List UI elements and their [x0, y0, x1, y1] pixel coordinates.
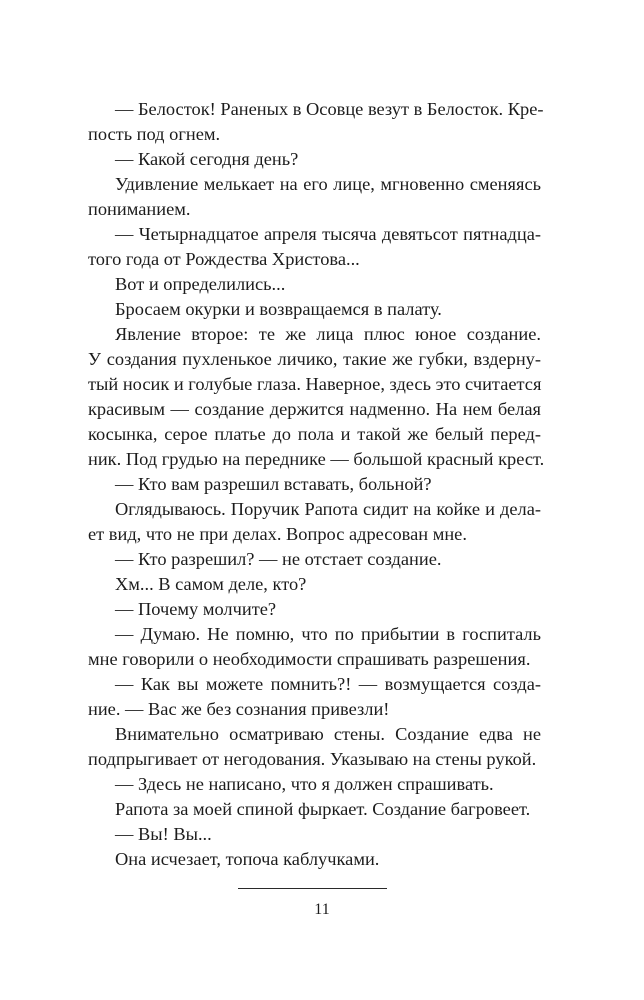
text-line: Оглядываюсь. Поручик Рапота сидит на койке и дела- — [115, 499, 541, 519]
page-number: 11 — [314, 901, 330, 918]
text-line: мне говорили о необходимости спрашивать разрешения. — [88, 649, 531, 669]
text-line: ет вид, что не при делах. Вопрос адресован мне. — [88, 524, 467, 544]
text-line: подпрыгивает от негодования. Указываю на стены рукой. — [88, 749, 537, 769]
text-line: — Вы! Вы... — [115, 824, 212, 844]
text-line: пониманием. — [88, 199, 191, 219]
text-line: красивым — создание держится надменно. На нем белая — [88, 399, 541, 419]
text-line: ник. Под грудью на переднике — большой красный крест. — [88, 449, 545, 469]
text-line: Рапота за моей спиной фыркает. Создание багровеет. — [115, 799, 531, 819]
text-line: Вот и определились... — [115, 274, 286, 294]
text-line: Явление второе: те же лица плюс юное создание. — [115, 324, 541, 344]
footer-rule — [238, 888, 387, 889]
text-line: Она исчезает, топоча каблучками. — [115, 849, 380, 869]
text-line: — Четырнадцатое апреля тысяча девятьсот пятнадца- — [115, 224, 541, 244]
text-line: — Почему молчите? — [115, 599, 277, 619]
text-line: — Кто разрешил? — не отстает создание. — [115, 549, 442, 569]
text-line: Хм... В самом деле, кто? — [115, 574, 307, 594]
text-line: — Здесь не написано, что я должен спрашивать. — [115, 774, 494, 794]
text-line: Удивление мелькает на его лице, мгновенно сменяясь — [115, 174, 541, 194]
text-line: — Какой сегодня день? — [115, 149, 299, 169]
text-line: — Кто вам разрешил вставать, больной? — [115, 474, 432, 494]
text-line: Бросаем окурки и возвращаемся в палату. — [115, 299, 442, 319]
text-line: тый носик и голубые глаза. Наверное, здесь это считается — [88, 374, 542, 394]
text-line: У создания пухленькое личико, такие же губки, вздерну- — [88, 349, 541, 369]
text-line: того года от Рождества Христова... — [88, 249, 360, 269]
text-line: — Белосток! Раненых в Осовце везут в Белосток. Кре- — [115, 99, 544, 119]
text-line: — Как вы можете помнить?! — возмущается созда- — [115, 674, 541, 694]
text-line: пость под огнем. — [88, 124, 221, 144]
text-line: косынка, серое платье до пола и такой же белый перед- — [88, 424, 541, 444]
text-line: — Думаю. Не помню, что по прибытии в госпиталь — [115, 624, 541, 644]
text-line: ние. — Вас же без сознания привезли! — [88, 699, 390, 719]
text-line: Внимательно осматриваю стены. Создание едва не — [115, 724, 541, 744]
